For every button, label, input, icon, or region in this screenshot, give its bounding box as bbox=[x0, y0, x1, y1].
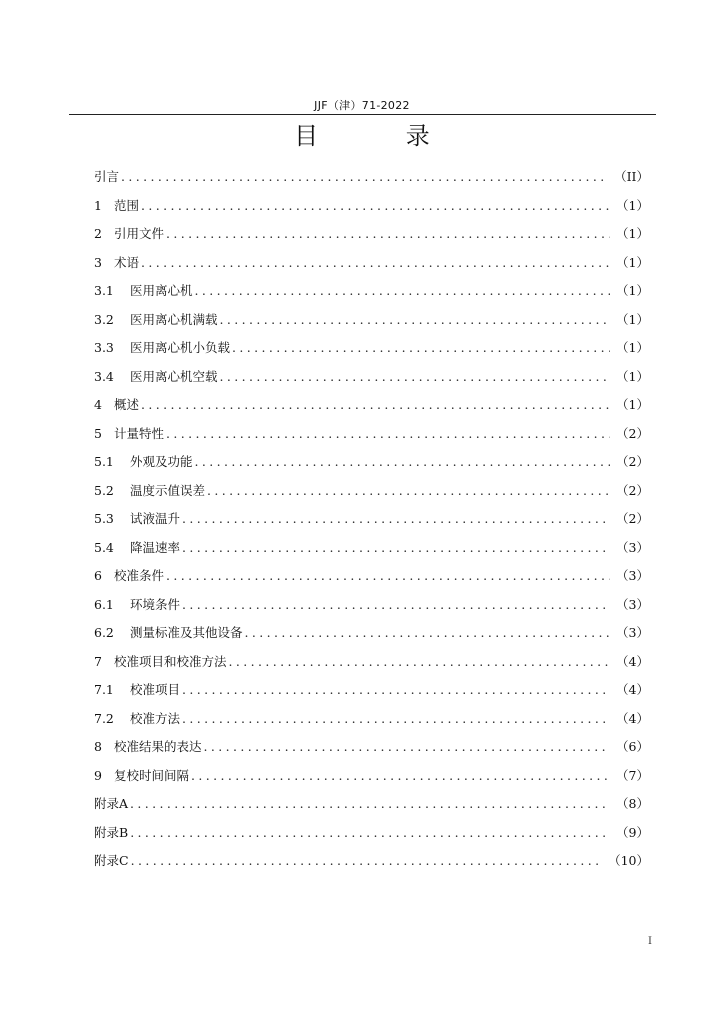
toc-entry-page: （3） bbox=[616, 596, 649, 612]
toc-entry[interactable] bbox=[94, 310, 649, 339]
toc-leader-dots bbox=[195, 283, 611, 298]
toc-entry[interactable] bbox=[94, 281, 649, 310]
toc-entry-label: 附录A bbox=[94, 796, 129, 811]
toc-entry-label: 医用离心机空载 bbox=[130, 368, 218, 384]
toc-entry-page: （7） bbox=[616, 767, 649, 783]
toc-entry-number: 8 bbox=[94, 739, 102, 754]
toc-entry-label: 概述 bbox=[114, 397, 140, 412]
toc-entry-label: 引用文件 bbox=[114, 226, 165, 241]
toc-leader-dots bbox=[141, 397, 610, 412]
toc-leader-dots bbox=[130, 796, 610, 811]
toc-entry-label: 环境条件 bbox=[130, 596, 181, 612]
toc-entry[interactable] bbox=[94, 823, 649, 852]
toc-leader-dots bbox=[182, 682, 610, 697]
toc-entry-label: 测量标准及其他设备 bbox=[130, 625, 243, 640]
toc-entry-label: 校准方法 bbox=[130, 710, 181, 726]
toc-entry-label: 附录C bbox=[94, 853, 129, 868]
toc-leader-dots bbox=[182, 540, 610, 555]
toc-entry-page: （1） bbox=[616, 197, 649, 213]
toc-entry[interactable] bbox=[94, 623, 649, 652]
toc-entry-page: （2） bbox=[616, 511, 649, 526]
toc-leader-dots bbox=[195, 454, 611, 469]
toc-entry-label: 校准结果的表达 bbox=[114, 739, 202, 754]
toc-entry[interactable] bbox=[94, 538, 649, 567]
toc-entry-label: 附录B bbox=[94, 824, 129, 840]
toc-entry-number: 5.4 bbox=[94, 539, 114, 555]
toc-entry-number: 4 bbox=[94, 397, 102, 412]
toc-entry[interactable] bbox=[94, 595, 649, 624]
toc-leader-dots bbox=[182, 597, 610, 612]
toc-leader-dots bbox=[182, 711, 610, 726]
toc-entry-label: 校准项目 bbox=[130, 682, 181, 697]
toc-entry-number: 7.2 bbox=[94, 710, 114, 726]
toc-entry-page: （3） bbox=[616, 625, 649, 640]
toc-entry-number: 5.3 bbox=[94, 511, 114, 526]
toc-entry-page: （II） bbox=[614, 169, 649, 184]
toc-entry-label: 降温速率 bbox=[130, 539, 181, 555]
toc-entry[interactable] bbox=[94, 709, 649, 738]
toc-entry-number: 6 bbox=[94, 568, 102, 583]
toc-entry[interactable] bbox=[94, 851, 649, 880]
toc-leader-dots bbox=[166, 226, 610, 241]
toc-entry[interactable] bbox=[94, 680, 649, 709]
toc-entry-page: （1） bbox=[616, 283, 649, 298]
toc-leader-dots bbox=[141, 198, 610, 213]
toc-entry-page: （9） bbox=[616, 824, 649, 840]
toc-leader-dots bbox=[229, 654, 611, 669]
toc-leader-dots bbox=[232, 340, 610, 355]
toc-entry-page: （2） bbox=[616, 482, 649, 498]
toc-entry-number: 3.1 bbox=[94, 283, 114, 298]
toc-entry-page: （1） bbox=[616, 368, 649, 384]
toc-entry-number: 2 bbox=[94, 226, 102, 241]
toc-entry-number: 5.1 bbox=[94, 454, 114, 469]
toc-entry[interactable] bbox=[94, 367, 649, 396]
toc-entry[interactable] bbox=[94, 395, 649, 424]
toc-leader-dots bbox=[166, 426, 610, 441]
toc-entry-label: 医用离心机 bbox=[130, 283, 193, 298]
toc-entry-page: （4） bbox=[616, 710, 649, 726]
toc-entry[interactable] bbox=[94, 424, 649, 453]
toc-entry[interactable] bbox=[94, 224, 649, 253]
toc-entry[interactable] bbox=[94, 196, 649, 225]
toc-entry-label: 校准项目和校准方法 bbox=[114, 653, 227, 669]
toc-entry-number: 6.2 bbox=[94, 625, 114, 640]
toc-entry[interactable] bbox=[94, 652, 649, 681]
toc-entry-label: 试液温升 bbox=[130, 511, 181, 526]
toc-leader-dots bbox=[245, 625, 611, 640]
toc-entry-page: （1） bbox=[616, 340, 649, 355]
toc-leader-dots bbox=[131, 853, 603, 868]
toc-entry-label: 校准条件 bbox=[114, 568, 165, 583]
table-of-contents bbox=[94, 167, 649, 880]
toc-entry-label: 术语 bbox=[114, 254, 140, 270]
toc-entry-page: （8） bbox=[616, 796, 649, 811]
toc-entry-page: （3） bbox=[616, 568, 649, 583]
toc-entry-label: 温度示值误差 bbox=[130, 482, 206, 498]
toc-leader-dots bbox=[121, 169, 608, 184]
toc-entry-label: 引言 bbox=[94, 169, 120, 184]
toc-entry-page: （6） bbox=[616, 739, 649, 754]
toc-leader-dots bbox=[220, 369, 611, 384]
toc-entry-number: 1 bbox=[94, 197, 102, 213]
header-divider bbox=[69, 114, 656, 115]
toc-entry-number: 3 bbox=[94, 254, 102, 270]
toc-entry-number: 7 bbox=[94, 653, 102, 669]
toc-leader-dots bbox=[204, 739, 611, 754]
toc-leader-dots bbox=[207, 483, 610, 498]
toc-entry[interactable] bbox=[94, 452, 649, 481]
toc-entry-page: （1） bbox=[616, 311, 649, 327]
document-code: JJF（津）71-2022 bbox=[314, 99, 410, 112]
toc-leader-dots bbox=[191, 768, 610, 783]
toc-entry-label: 范围 bbox=[114, 197, 140, 213]
toc-entry[interactable] bbox=[94, 509, 649, 538]
toc-entry-label: 复校时间间隔 bbox=[114, 767, 190, 783]
toc-leader-dots bbox=[182, 511, 610, 526]
toc-leader-dots bbox=[220, 312, 611, 327]
toc-entry-label: 计量特性 bbox=[114, 425, 165, 441]
toc-entry-number: 3.3 bbox=[94, 340, 114, 355]
toc-entry-page: （1） bbox=[616, 226, 649, 241]
toc-entry[interactable] bbox=[94, 481, 649, 510]
toc-leader-dots bbox=[166, 568, 610, 583]
toc-entry-page: （1） bbox=[616, 254, 649, 270]
page-title: 目 录 bbox=[294, 122, 470, 150]
toc-entry-page: （10） bbox=[608, 853, 649, 868]
toc-entry-number: 5 bbox=[94, 425, 102, 441]
toc-entry-page: （4） bbox=[616, 682, 649, 697]
toc-entry-label: 外观及功能 bbox=[130, 454, 193, 469]
toc-entry-number: 3.4 bbox=[94, 368, 114, 384]
toc-entry[interactable] bbox=[94, 566, 649, 595]
toc-entry-label: 医用离心机小负载 bbox=[130, 340, 231, 355]
toc-entry[interactable] bbox=[94, 766, 649, 795]
toc-entry[interactable] bbox=[94, 167, 649, 196]
toc-entry[interactable] bbox=[94, 338, 649, 367]
toc-entry[interactable] bbox=[94, 253, 649, 282]
toc-entry-number: 6.1 bbox=[94, 596, 114, 612]
toc-entry-number: 5.2 bbox=[94, 482, 114, 498]
toc-entry-number: 9 bbox=[94, 767, 102, 783]
toc-entry-label: 医用离心机满载 bbox=[130, 311, 218, 327]
toc-entry[interactable] bbox=[94, 794, 649, 823]
toc-leader-dots bbox=[130, 825, 610, 840]
toc-entry-number: 3.2 bbox=[94, 311, 114, 327]
toc-entry-page: （1） bbox=[616, 397, 649, 412]
toc-leader-dots bbox=[141, 255, 610, 270]
page-number: I bbox=[648, 936, 652, 947]
toc-entry-page: （2） bbox=[616, 454, 649, 469]
toc-entry[interactable] bbox=[94, 737, 649, 766]
toc-entry-page: （2） bbox=[616, 425, 649, 441]
toc-entry-page: （4） bbox=[616, 653, 649, 669]
toc-entry-page: （3） bbox=[616, 539, 649, 555]
toc-entry-number: 7.1 bbox=[94, 682, 114, 697]
